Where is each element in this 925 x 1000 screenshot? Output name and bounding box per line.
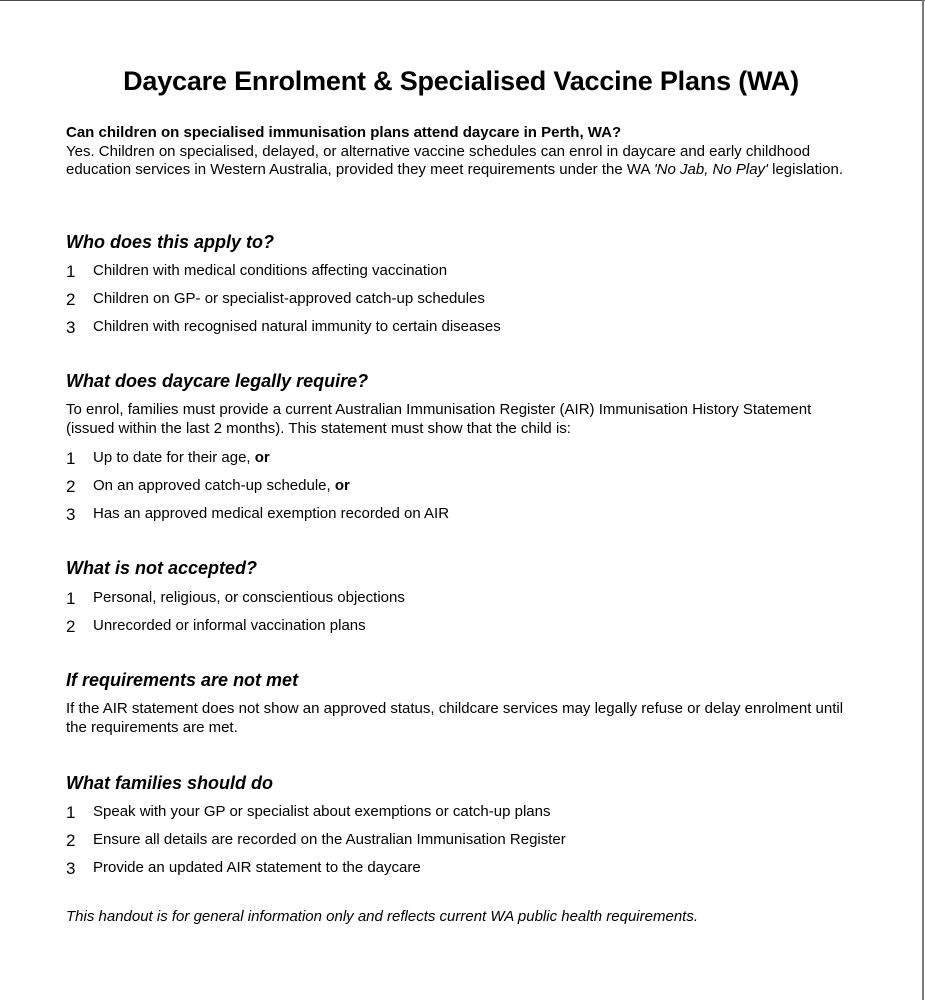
list-number: 2 — [66, 290, 76, 309]
intro-question: Can children on specialised immunisation plans attend daycare in Perth, WA? — [66, 124, 622, 141]
list-text — [93, 477, 350, 494]
heading-requirements-not-met: If requirements are not met — [66, 670, 299, 690]
requirements-not-met-body: If the AIR statement does not show an approved status, childcare services may legally refuse or delay enrolment until the requirements are met. — [66, 700, 844, 736]
list-legal-requirements — [66, 447, 449, 531]
list-number: 1 — [66, 803, 76, 822]
page-title: Daycare Enrolment & Specialised Vaccine Plans (WA) — [123, 66, 799, 96]
legal-requirements-body: To enrol, families must provide a current Australian Immunisation Register (AIR) Immunisation History Statement (issued within the last 2 months). This statement must show that the child is: — [66, 401, 812, 437]
intro-answer — [66, 143, 856, 180]
list-text: Children with recognised natural immunity to certain diseases — [93, 318, 501, 335]
list-text-main: Up to date for their age, — [93, 449, 255, 466]
list-who-applies — [66, 260, 501, 344]
disclaimer-footer: This handout is for general information only and reflects current WA public health requirements. — [66, 908, 698, 925]
list-text: Provide an updated AIR statement to the daycare — [93, 859, 421, 876]
intro-answer-legislation: 'No Jab, No Play' — [653, 161, 768, 178]
list-number: 2 — [66, 831, 76, 850]
list-item — [66, 503, 449, 531]
list-item — [66, 829, 566, 857]
list-number: 3 — [66, 318, 76, 337]
list-item — [66, 447, 449, 475]
list-item — [66, 260, 501, 288]
list-families-should-do — [66, 801, 566, 885]
list-number: 1 — [66, 589, 76, 608]
list-text: Children with medical conditions affecting vaccination — [93, 262, 448, 279]
list-text-main: Has an approved medical exemption recorded on AIR — [93, 505, 450, 522]
page-right-border — [922, 0, 924, 1000]
list-text-emphasis: or — [254, 449, 270, 466]
list-number: 3 — [66, 859, 76, 878]
heading-not-accepted: What is not accepted? — [66, 558, 258, 578]
list-number: 2 — [66, 477, 76, 496]
list-text: Personal, religious, or conscientious objections — [93, 589, 405, 606]
list-item — [66, 857, 566, 885]
list-not-accepted — [66, 587, 405, 643]
list-number: 2 — [66, 617, 76, 636]
list-text — [93, 505, 449, 522]
list-text-emphasis: or — [334, 477, 350, 494]
list-item — [66, 587, 405, 615]
list-number: 3 — [66, 505, 76, 524]
intro-block — [66, 124, 856, 180]
list-item — [66, 801, 566, 829]
list-number: 1 — [66, 449, 76, 468]
list-text — [93, 449, 270, 466]
list-item — [66, 288, 501, 316]
list-item — [66, 316, 501, 344]
heading-legal-requirements: What does daycare legally require? — [66, 371, 369, 391]
heading-families-should-do: What families should do — [66, 773, 274, 793]
list-text: Speak with your GP or specialist about exemptions or catch-up plans — [93, 803, 551, 820]
heading-who-applies: Who does this apply to? — [66, 232, 274, 252]
list-text: Ensure all details are recorded on the Australian Immunisation Register — [93, 831, 566, 848]
list-item — [66, 475, 449, 503]
intro-answer-text: Yes. Children on specialised, delayed, or alternative vaccine schedules can enrol in daycare and early childhood education services in Western Australia, provided they meet requirements under the WA — [66, 142, 811, 178]
list-text: Children on GP- or specialist-approved catch-up schedules — [93, 290, 485, 307]
list-text-main: On an approved catch-up schedule, — [93, 477, 335, 494]
list-text: Unrecorded or informal vaccination plans — [93, 617, 366, 634]
list-item — [66, 615, 405, 643]
list-number: 1 — [66, 262, 76, 281]
intro-answer-end: legislation. — [767, 161, 843, 178]
